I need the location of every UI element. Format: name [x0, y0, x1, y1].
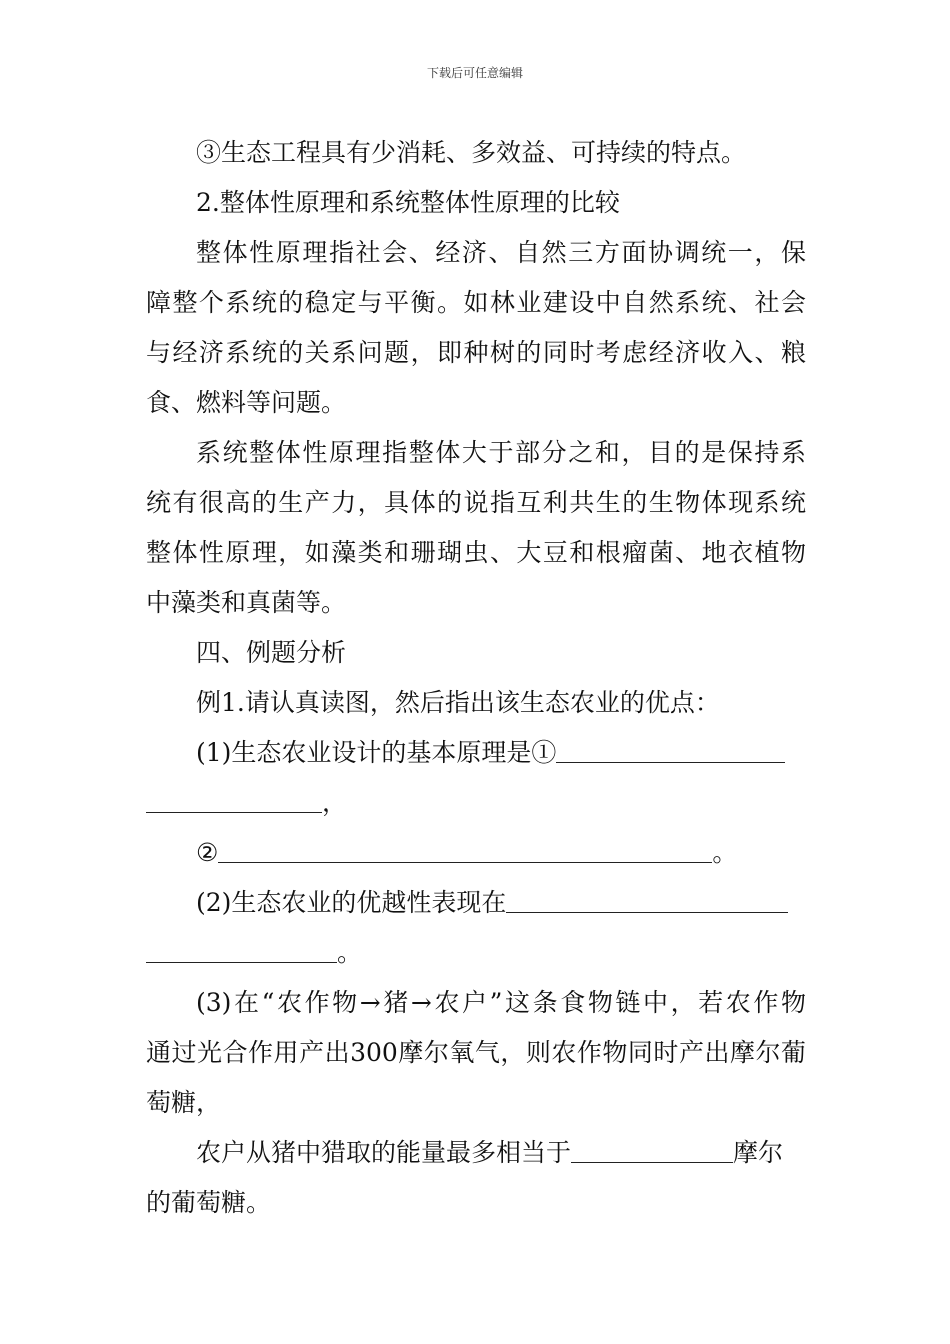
question-2-continuation — [146, 928, 806, 978]
question-3-line-3: 萄糖， — [146, 1088, 222, 1117]
point-3-text: ③生态工程具有少消耗、多效益、可持续的特点。 — [196, 138, 747, 167]
answer-blank-1b[interactable] — [146, 778, 322, 813]
question-1-item-2 — [146, 828, 806, 878]
question-1-end: ， — [322, 788, 348, 817]
question-1-line — [146, 728, 806, 778]
answer-blank-2b[interactable] — [146, 928, 337, 963]
para1-line-2: 障整个系统的稳定与平衡。如林业建设中自然系统、社会 — [146, 288, 806, 317]
question-3b-end: 的葡萄糖。 — [146, 1188, 272, 1217]
answer-blank-3[interactable] — [571, 1128, 733, 1163]
example-1-prompt: 例1.请认真读图，然后指出该生态农业的优点： — [196, 688, 720, 717]
question-3b-line — [146, 1128, 806, 1178]
section-heading-4: 四、例题分析 — [196, 638, 347, 667]
question-3b-unit: 摩尔 — [733, 1138, 784, 1167]
answer-blank-1c[interactable] — [218, 828, 712, 863]
para1-line-3: 与经济系统的关系问题，即种树的同时考虑经济收入、粮 — [146, 338, 806, 367]
question-3-line-2: 通过光合作用产出300摩尔氧气，则农作物同时产出摩尔葡 — [146, 1038, 806, 1067]
question-2-line — [146, 878, 806, 928]
question-1-continuation — [146, 778, 806, 828]
question-3b-text: 农户从猪中猎取的能量最多相当于 — [196, 1138, 572, 1167]
question-1-item-2-label: ② — [196, 838, 219, 867]
para2-line-1: 系统整体性原理指整体大于部分之和，目的是保持系 — [196, 438, 806, 467]
para1-line-1: 整体性原理指社会、经济、自然三方面协调统一，保 — [196, 238, 806, 267]
question-3-line-1: (3)在“农作物→猪→农户”这条食物链中，若农作物 — [196, 988, 806, 1017]
question-1-text: (1)生态农业设计的基本原理是① — [196, 738, 557, 767]
para2-line-4: 中藻类和真菌等。 — [146, 588, 347, 617]
para1-line-4: 食、燃料等问题。 — [146, 388, 347, 417]
answer-blank-2a[interactable] — [506, 878, 788, 913]
page-header: 下载后可任意编辑 — [426, 66, 523, 80]
question-2-text: (2)生态农业的优越性表现在 — [196, 888, 507, 917]
document-body — [146, 128, 806, 1228]
question-1-item-2-end: 。 — [712, 838, 738, 867]
para2-line-3: 整体性原理，如藻类和珊瑚虫、大豆和根瘤菌、地衣植物 — [146, 538, 806, 567]
question-2-end: 。 — [337, 938, 363, 967]
para2-line-2: 统有很高的生产力，具体的说指互利共生的生物体现系统 — [146, 488, 806, 517]
answer-blank-1a[interactable] — [556, 728, 785, 763]
section-heading-2: 2.整体性原理和系统整体性原理的比较 — [196, 188, 620, 217]
